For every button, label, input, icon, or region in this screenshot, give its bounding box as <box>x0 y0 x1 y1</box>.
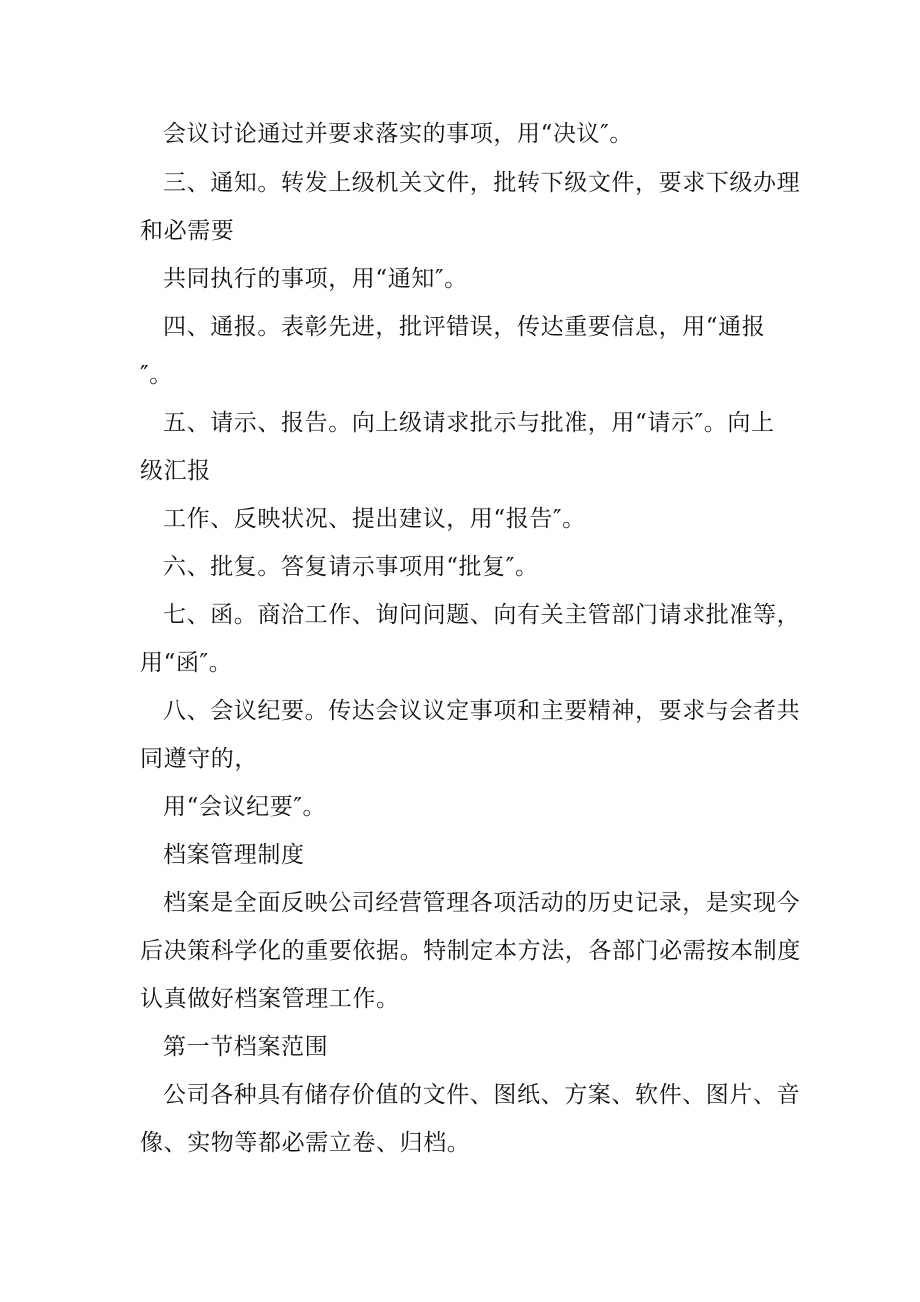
text-line: 六、批复。答复请示事项用“批复″。 <box>163 554 539 580</box>
text-line: 认真做好档案管理工作。 <box>140 986 400 1012</box>
text-line: 五、请示、报告。向上级请求批示与批准，用“请示″。向上 <box>163 410 775 436</box>
text-line: 八、会议纪要。传达会议议定事项和主要精神，要求与会者共 <box>163 698 801 724</box>
text-line: ″。 <box>140 362 173 388</box>
subsection-heading: 第一节档案范围 <box>163 1034 329 1060</box>
text-line: 级汇报 <box>140 458 211 484</box>
text-line: 档案是全面反映公司经营管理各项活动的历史记录，是实现今 <box>163 890 801 916</box>
text-line: 公司各种具有储存价值的文件、图纸、方案、软件、图片、音 <box>163 1082 801 1108</box>
section-heading: 档案管理制度 <box>163 842 305 868</box>
text-line: 用“函″。 <box>140 650 233 676</box>
text-line: 和必需要 <box>140 218 235 244</box>
text-line: 会议讨论通过并要求落实的事项，用“决议″。 <box>163 121 633 147</box>
text-line: 三、通知。转发上级机关文件，批转下级文件，要求下级办理 <box>163 170 801 196</box>
text-line: 工作、反映状况、提出建议，用“报告″。 <box>163 506 586 532</box>
text-line: 四、通报。表彰先进，批评错误，传达重要信息，用“通报 <box>163 314 766 340</box>
text-line: 七、函。商洽工作、询问问题、向有关主管部门请求批准等， <box>163 602 801 628</box>
text-line: 同遵守的， <box>140 746 258 772</box>
text-line: 像、实物等都必需立卷、归档。 <box>140 1130 471 1156</box>
text-line: 共同执行的事项，用“通知″。 <box>163 266 468 292</box>
text-line: 用“会议纪要″。 <box>163 794 327 820</box>
text-line: 后决策科学化的重要依据。特制定本方法，各部门必需按本制度 <box>140 938 801 964</box>
